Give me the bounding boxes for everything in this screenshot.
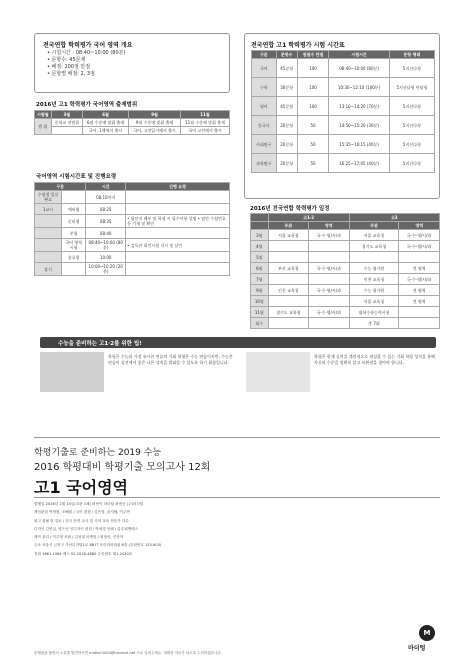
timetable-table-wrap [251, 50, 435, 173]
scope-header: 11월 [181, 111, 230, 119]
calendar-cell: 전 영역 [399, 296, 440, 307]
timetable-panel [244, 33, 440, 199]
calendar-table-wrap [250, 213, 440, 329]
calendar-cell [349, 252, 399, 263]
credit-line: 책임편집 박정원, 조해원 / 국어 편집 / 김은영, 윤지혜, 이주연 [34, 510, 130, 515]
calendar-header: 영역 [399, 222, 440, 230]
timetable-cell: 과학탐구 [252, 154, 277, 173]
overview-bullet: • 문항수: 45문제 [47, 57, 86, 63]
scope-cell: 9월 수준에 맞춰 출제 [129, 119, 181, 127]
calendar-cell: 10월 [251, 296, 269, 307]
calendar-cell: 대학수학능력시험 [349, 307, 399, 318]
calendar-cell: 5월 [251, 252, 269, 263]
timetable-cell: 수학 [252, 78, 277, 97]
timetable-title: 전국연합 고1 학력평가 시험 시간표 [251, 42, 345, 49]
overview-bullet: • 문항별 배점: 2, 3점 [47, 71, 95, 77]
calendar-cell [268, 296, 308, 307]
calendar-cell [309, 252, 350, 263]
schedule-header: 구분 [35, 183, 86, 191]
timetable-cell: 100 [297, 59, 329, 78]
calendar-cell: 국·수·영/사/과 [399, 241, 440, 252]
calendar-cell: 수능 평가원 [349, 285, 399, 296]
calendar-cell [309, 274, 350, 285]
timetable-cell: 5지선다형 [389, 135, 434, 154]
timetable-cell: 사회탐구 [252, 135, 277, 154]
timetable-cell: 16:25~17:05 (40분) [329, 154, 389, 173]
overview-title: 전국연합 학력평가 국어 영역 개요 [43, 42, 133, 49]
overview-panel [34, 33, 230, 93]
calendar-cell: 서울 교육청 [349, 296, 399, 307]
schedule-header: 시간 [86, 183, 126, 191]
schedule-cell: 수험생 입실 완료 [35, 191, 62, 204]
scope-cell: 국어, 고전읽기에서 출시 [129, 127, 181, 135]
scope-header: 시험월 [35, 111, 52, 119]
tips-left-caption: 학평은 수능과 가장 유사한 연습의 기회 학평은 수능 연습이지만, 수능은 연습이 실전에서 좋은 나은 성적을 발휘할 수 있도록 하기 위함입니다. [108, 354, 233, 365]
scope-cell: 국어, 1책에서 출시 [83, 127, 129, 135]
calendar-cell: 부산 교육청 [268, 263, 308, 274]
divider-top [34, 437, 440, 438]
timetable-header: 문항 형태 [389, 51, 434, 59]
credit-line: 전화 1661-1064 팩스 02-2026-4880 등록번호 제1-2430호 [34, 551, 133, 556]
schedule-table [34, 182, 230, 276]
timetable-cell: 10:30~12:10 (100분) [329, 78, 389, 97]
student-photo [40, 352, 104, 392]
credit-line: 발행일 2016년 2월 15일(초판 1쇄) 펴낸이 마더텅 펴낸곳 (주)마더텅 [34, 502, 144, 506]
schedule-cell [35, 215, 62, 228]
calendar-cell [309, 296, 350, 307]
calendar-cell: 국·수·영/사/과 [309, 263, 350, 274]
timetable-cell: 20문항 [276, 154, 297, 173]
divider-mid [34, 497, 440, 498]
credit-line: 제작 관리 / 이주영 조판 / 김성권 마케팅 / 최영석, 전현아 [34, 535, 124, 540]
calendar-cell: 인천 교육청 [268, 285, 308, 296]
scope-title: 2016년 고1 학력평가 국어영역 출제범위 [36, 102, 138, 108]
calendar-cell [399, 252, 440, 263]
timetable-cell: 50 [297, 135, 329, 154]
schedule-cell [126, 263, 230, 276]
timetable-cell: 100 [297, 97, 329, 116]
scope-table-wrap [34, 110, 230, 135]
calendar-cell: 3월 [251, 230, 269, 241]
calendar-cell: 경기도 교육청 [268, 307, 308, 318]
timetable-cell: 영어 [252, 97, 277, 116]
schedule-cell: 국어 영역 시험 [62, 239, 86, 252]
schedule-cell: 08:40~10:00 (80분) [86, 239, 126, 252]
calendar-cell [268, 252, 308, 263]
logo-text: 마더텅 [408, 645, 426, 652]
calendar-header: 영역 [309, 222, 350, 230]
timetable-cell: 5지선다형 [389, 97, 434, 116]
headline-line2: 2016 학평대비 학평기출 모의고사 12회 [34, 462, 211, 473]
timetable-cell: 45문항 [276, 59, 297, 78]
schedule-cell [62, 263, 86, 276]
timetable-cell: 08:40~10:00 (80분) [329, 59, 389, 78]
timetable-cell: 50 [297, 116, 329, 135]
headline-line3: 고1 국어영역 [34, 478, 128, 497]
calendar-header: 주관 [268, 222, 308, 230]
schedule-cell: 10:00 [86, 252, 126, 263]
schedule-header: 진행 요령 [126, 183, 230, 191]
schedule-cell [35, 252, 62, 263]
schedule-cell: 08:35 [86, 215, 126, 228]
schedule-cell [62, 191, 86, 204]
timetable-cell: 15:35~16:15 (40분) [329, 135, 389, 154]
timetable-cell: 30문항 [276, 78, 297, 97]
scope-header: 6월 [83, 111, 129, 119]
calendar-cell [268, 274, 308, 285]
timetable-cell: 5지선다형 단답형 [389, 78, 434, 97]
timetable-cell: 50 [297, 154, 329, 173]
schedule-cell: 08:10까지 [86, 191, 126, 204]
calendar-table [250, 213, 440, 329]
calendar-cell [309, 318, 350, 329]
timetable-header: 시험시간 [329, 51, 389, 59]
schedule-cell [35, 228, 62, 239]
timetable-cell: 국어 [252, 59, 277, 78]
calendar-corner [251, 214, 269, 222]
timetable-header: 문항수 [276, 51, 297, 59]
calendar-header: 주관 [349, 222, 399, 230]
calendar-cell: 4월 [251, 241, 269, 252]
calendar-cell: 전 영역 [399, 263, 440, 274]
calendar-group: 고3 [349, 214, 439, 222]
scope-cell: 중학교 전범위 [51, 119, 82, 127]
schedule-cell: 08:40 [86, 228, 126, 239]
scope-header: 3월 [51, 111, 82, 119]
timetable-cell: 한국사 [252, 116, 277, 135]
calendar-cell: 6월 [251, 263, 269, 274]
credit-line: 원고 집필 및 검토 / 전국 현직 교사 및 국어 교육 전문가 다수 [34, 518, 129, 523]
timetable-cell: 5지선다형 [389, 154, 434, 173]
schedule-cell: 본령 [62, 228, 86, 239]
timetable-cell: 13:10~14:20 (70분) [329, 97, 389, 116]
scope-table [34, 110, 230, 135]
calendar-cell: 국·수·영/사/과 [309, 285, 350, 296]
calendar-cell [399, 307, 440, 318]
schedule-title: 국어영역 시험시간표 및 진행요령 [36, 174, 117, 180]
calendar-cell: 7월 [251, 274, 269, 285]
calendar-cell: 국·수·영/사/과 [399, 230, 440, 241]
schedule-cell [126, 191, 230, 204]
timetable-cell: 14:50~15:20 (30분) [329, 116, 389, 135]
schedule-cell [126, 204, 230, 215]
schedule-cell: 예비령 [62, 204, 86, 215]
calendar-cell: 인천 교육청 [349, 274, 399, 285]
schedule-cell: 준비령 [62, 215, 86, 228]
schedule-cell: 휴식 [35, 263, 62, 276]
overview-bullets [47, 50, 125, 78]
overview-bullet: • 배점: 100점 만점 [47, 64, 91, 70]
calendar-cell: 전 영역 [399, 285, 440, 296]
timetable-cell: 100 [297, 78, 329, 97]
schedule-cell: 1교시 [35, 204, 62, 215]
timetable-header: 원점수 만점 [297, 51, 329, 59]
headline-line1: 학평기출로 준비하는 2019 수능 [34, 448, 162, 458]
calendar-cell: 11월 [251, 307, 269, 318]
timetable-cell: 45문항 [276, 97, 297, 116]
footer-note: 문제집을 풀면서 오류를 발견하시면 mother1004@hanmail.net 으로 알려주세요. 정확한 자료가 되도록 노력하겠습니다. [34, 651, 222, 655]
credit-line: 디자인 김연실, 양은선 인디자인 편집 / 박애경 인쇄 / 갑우피엔에스 [34, 526, 139, 531]
calendar-cell: 서울 교육청 [349, 230, 399, 241]
timetable-cell: 20문항 [276, 135, 297, 154]
credits-block [34, 500, 438, 558]
overview-bullet: • 시험시간 : 08:40~10:00 (80분) [47, 50, 126, 56]
mothertongue-logo: M [419, 625, 435, 641]
timetable-header: 구분 [252, 51, 277, 59]
calendar-cell: 서울 교육청 [268, 230, 308, 241]
credit-line: 주소 서울시 금천구 가산디지털1로 88 IT 프리미어타워 8층 (우편번호 153-803) [34, 543, 162, 548]
calendar-cell: 총 7회 [349, 318, 399, 329]
schedule-cell: • 감독관 회인시험 지시 및 날인 [126, 239, 230, 252]
calendar-cell [399, 318, 440, 329]
schedule-cell: 08:25 [86, 204, 126, 215]
calendar-cell: 수능 평가원 [349, 263, 399, 274]
calendar-cell [268, 241, 308, 252]
tips-bar [40, 337, 436, 348]
scope-cell: 11월 수준에 맞춰 출제 [181, 119, 230, 127]
calendar-cell [268, 318, 308, 329]
calendar-title: 2016년 전국연합 학력평가 일정 [250, 206, 330, 212]
timetable-cell: 5지선다형 [389, 116, 434, 135]
tips-title: 수능을 준비하는 고1·2를 위한 팁! [58, 341, 142, 347]
calendar-cell: 경기도 교육청 [349, 241, 399, 252]
scope-cell: 국어 고전에서 출시 [181, 127, 230, 135]
tips-right-caption: 학평은 현재 실력을 객관적으로 점검할 수 있는 기회 학평 성적을 통해 자신의 수준을 정확히 알고 보완점을 찾아야 합니다. [314, 354, 435, 365]
timetable-table [251, 50, 435, 173]
calendar-corner [251, 222, 269, 230]
schedule-cell: 종료령 [62, 252, 86, 263]
scope-cell: 6월 수준에 맞춰 출제 [83, 119, 129, 127]
timetable-cell: 5지선다형 [389, 59, 434, 78]
schedule-cell: • 답안지 배부 및 학생 시 필수사항 설명 • 답안 수험번호 등 기재 및 확인 [126, 215, 230, 228]
calendar-cell [309, 241, 350, 252]
schedule-cell [126, 252, 230, 263]
tightrope-photo [246, 352, 310, 392]
scope-header: 9월 [129, 111, 181, 119]
calendar-group: 고1·2 [268, 214, 349, 222]
schedule-cell [126, 228, 230, 239]
timetable-cell: 20문항 [276, 116, 297, 135]
calendar-cell: 국·수·영/사/과 [309, 230, 350, 241]
schedule-table-wrap [34, 182, 230, 276]
scope-row-label: 범 위 [35, 119, 52, 135]
calendar-cell: 9월 [251, 285, 269, 296]
scope-cell [51, 127, 82, 135]
calendar-cell: 회수 [251, 318, 269, 329]
schedule-cell: 10:00~10:20 (20분) [86, 263, 126, 276]
calendar-cell: 국·수·영/사/과 [399, 274, 440, 285]
schedule-cell [35, 239, 62, 252]
calendar-cell: 국·수·영/사/과 [309, 307, 350, 318]
